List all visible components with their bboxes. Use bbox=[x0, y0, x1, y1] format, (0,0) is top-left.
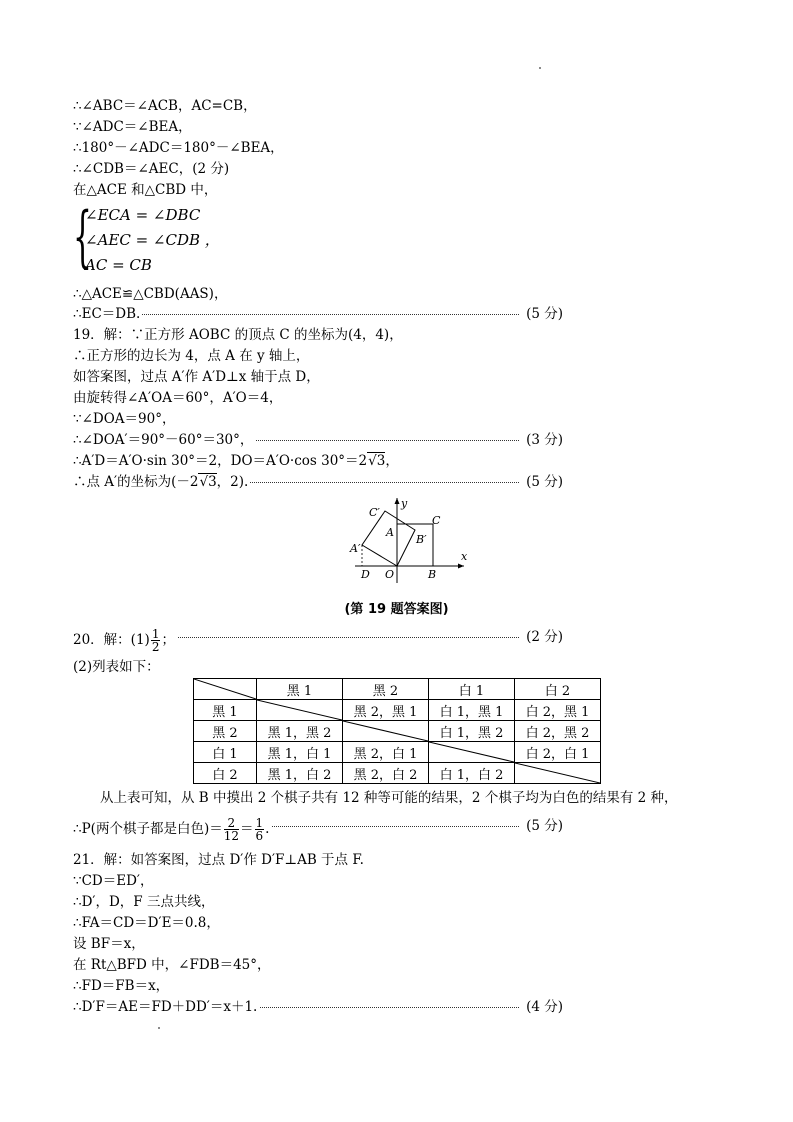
line-19-eq: ＝ bbox=[240, 821, 254, 837]
table-cell: 白 1，黑 1 bbox=[429, 700, 515, 721]
label-d: D bbox=[361, 568, 370, 581]
line-15-c: ，2). bbox=[216, 474, 249, 490]
line-16-c: ； bbox=[161, 632, 175, 648]
line-2: ∵∠ADC＝∠BEA， bbox=[73, 119, 192, 135]
line-15-text bbox=[73, 473, 250, 491]
sqrt-radicand: √3 bbox=[199, 474, 217, 490]
line-14-text: ∴A′D＝A′O·sin 30°＝2，DO＝A′O·cos 30°＝2 bbox=[73, 453, 368, 469]
scan-dot bbox=[539, 67, 541, 69]
diagonal-line bbox=[194, 679, 256, 699]
table-cell: 白 2，黑 1 bbox=[515, 700, 601, 721]
label-y: y bbox=[401, 497, 408, 510]
table-cell: 白 2，黑 2 bbox=[515, 721, 601, 742]
label-a: A bbox=[386, 526, 394, 539]
fraction-2-12 bbox=[224, 817, 239, 842]
table-cell: 白 1，白 2 bbox=[429, 763, 515, 784]
label-o: O bbox=[385, 568, 395, 581]
diagonal-header-cell bbox=[194, 679, 257, 700]
x-axis-arrow bbox=[458, 564, 464, 569]
score-5: (5 分) bbox=[523, 473, 563, 491]
line-22: ∴D′，D，F 三点共线， bbox=[73, 894, 215, 910]
sqrt-radicand: √3 bbox=[368, 453, 386, 469]
table-cell: 黑 1，白 1 bbox=[257, 742, 343, 763]
line-5: 在△ACE 和△CBD 中， bbox=[73, 182, 218, 198]
label-c: C bbox=[432, 514, 441, 527]
table-row bbox=[194, 742, 601, 763]
equation-system bbox=[73, 198, 273, 277]
table-cell: 黑 1，黑 2 bbox=[257, 721, 343, 742]
score-2: (2 分) bbox=[523, 628, 563, 646]
diagonal-cell bbox=[429, 742, 515, 763]
row-header: 黑 1 bbox=[194, 700, 257, 721]
diagonal-cell bbox=[515, 763, 601, 784]
line-20: 21．解：如答案图，过点 D′作 D′F⊥AB 于点 F. bbox=[73, 852, 364, 868]
fraction-den: 12 bbox=[223, 829, 239, 843]
line-8-text: 19．解：∵正方形 AOBC 的顶点 C 的坐标为(4，4)， bbox=[73, 327, 403, 343]
diagonal-line bbox=[515, 763, 600, 783]
table-cell: 白 1，黑 2 bbox=[429, 721, 515, 742]
column-header: 白 2 bbox=[515, 679, 601, 700]
line-19-text bbox=[73, 817, 271, 842]
score-3: (3 分) bbox=[523, 431, 563, 449]
line-23: ∴FA＝CD＝D′E＝0.8， bbox=[73, 915, 220, 931]
score-4: (4 分) bbox=[523, 998, 563, 1016]
rotation-figure bbox=[340, 495, 475, 585]
line-16-a: 20．解：(1) bbox=[73, 632, 150, 648]
table-cell: 黑 2，白 2 bbox=[343, 763, 429, 784]
line-6: ∴△ACE≌△CBD(AAS)， bbox=[73, 286, 228, 302]
diagonal-line bbox=[257, 700, 342, 720]
line-12: ∵∠DOA＝90°， bbox=[73, 411, 176, 427]
line-7-text: ∴EC＝DB. bbox=[73, 306, 141, 322]
score-5: (5 分) bbox=[523, 305, 563, 323]
row-header: 白 1 bbox=[194, 742, 257, 763]
label-b-prime: B′ bbox=[416, 533, 427, 546]
line-16-text bbox=[73, 628, 177, 653]
fraction-num: 2 bbox=[224, 817, 239, 830]
score-5: (5 分) bbox=[523, 817, 563, 835]
line-26: ∴FD＝FB＝x， bbox=[73, 978, 170, 994]
table-cell: 黑 2，白 1 bbox=[343, 742, 429, 763]
line-19-c: . bbox=[265, 821, 270, 837]
line-27 bbox=[73, 998, 563, 1016]
fraction-den: 6 bbox=[255, 829, 264, 843]
outcome-table bbox=[193, 678, 601, 784]
system-eq-1: ∠ECA = ∠DBC bbox=[85, 206, 201, 224]
line-24: 设 BF＝x， bbox=[73, 936, 145, 952]
line-4: ∴∠CDB＝∠AEC，(2 分) bbox=[73, 161, 230, 177]
label-a-prime: A′ bbox=[350, 542, 361, 555]
row-header: 黑 2 bbox=[194, 721, 257, 742]
fraction-half bbox=[151, 628, 161, 653]
line-19 bbox=[73, 816, 563, 843]
line-13-text: ∴∠DOA′＝90°－60°＝30°， bbox=[73, 432, 254, 448]
system-eq-2: ∠AEC = ∠CDB ， bbox=[85, 231, 220, 249]
line-13 bbox=[73, 431, 563, 449]
table-row bbox=[194, 721, 601, 742]
line-19-a: ∴P(两个棋子都是白色)＝ bbox=[73, 821, 223, 837]
line-16 bbox=[73, 627, 563, 654]
line-1: ∴∠ABC＝∠ACB，AC=CB， bbox=[73, 98, 257, 114]
table-row bbox=[194, 763, 601, 784]
column-header: 黑 2 bbox=[343, 679, 429, 700]
table-cell: 白 2，白 1 bbox=[515, 742, 601, 763]
line-17: (2)列表如下： bbox=[73, 659, 160, 675]
table-row bbox=[194, 700, 601, 721]
line-15 bbox=[73, 473, 563, 491]
label-b: B bbox=[428, 568, 437, 581]
line-8 bbox=[73, 326, 403, 344]
fraction-num: 1 bbox=[151, 627, 160, 641]
table-header-row bbox=[194, 679, 601, 700]
fraction-1-6 bbox=[255, 817, 265, 842]
line-27-text: ∴D′F＝AE＝FD＋DD′＝x＋1. bbox=[73, 999, 258, 1015]
fraction-den: 2 bbox=[151, 640, 160, 654]
column-header: 黑 1 bbox=[257, 679, 343, 700]
line-10: 如答案图，过点 A′作 A′D⊥x 轴于点 D， bbox=[73, 369, 320, 385]
diagonal-line bbox=[429, 742, 514, 762]
system-eq-3: AC = CB bbox=[85, 256, 152, 274]
line-18: 从上表可知，从 B 中摸出 2 个棋子共有 12 种等可能的结果，2 个棋子均为白色的结果有 2 种， bbox=[100, 790, 678, 806]
line-14 bbox=[73, 452, 399, 470]
row-header: 白 2 bbox=[194, 763, 257, 784]
y-axis-arrow bbox=[395, 498, 400, 504]
table-cell: 黑 2，黑 1 bbox=[343, 700, 429, 721]
diagonal-cell bbox=[343, 721, 429, 742]
line-14-end: ， bbox=[385, 453, 399, 469]
figure-caption: (第 19 题答案图) bbox=[344, 602, 449, 617]
line-7 bbox=[73, 305, 563, 323]
line-3: ∴180°－∠ADC＝180°－∠BEA， bbox=[73, 140, 284, 156]
sqrt-value: 3 bbox=[376, 453, 386, 469]
scan-dot bbox=[158, 1027, 160, 1029]
fraction-num: 1 bbox=[255, 816, 264, 830]
table-cell: 黑 1，白 2 bbox=[257, 763, 343, 784]
label-x: x bbox=[461, 550, 468, 563]
label-c-prime: C′ bbox=[369, 506, 380, 519]
line-15-a: ∴点 A′的坐标为(－2 bbox=[73, 474, 199, 490]
line-9: ∴正方形的边长为 4，点 A 在 y 轴上， bbox=[73, 348, 310, 364]
sqrt-value: 3 bbox=[208, 474, 217, 490]
line-11: 由旋转得∠A′OA＝60°，A′O＝4， bbox=[73, 390, 283, 406]
line-21: ∵CD＝ED′， bbox=[73, 873, 154, 889]
diagonal-cell bbox=[257, 700, 343, 721]
line-25: 在 Rt△BFD 中，∠FDB＝45°， bbox=[73, 957, 271, 973]
column-header: 白 1 bbox=[429, 679, 515, 700]
diagonal-line bbox=[343, 721, 428, 741]
brace-symbol: { bbox=[73, 198, 92, 275]
